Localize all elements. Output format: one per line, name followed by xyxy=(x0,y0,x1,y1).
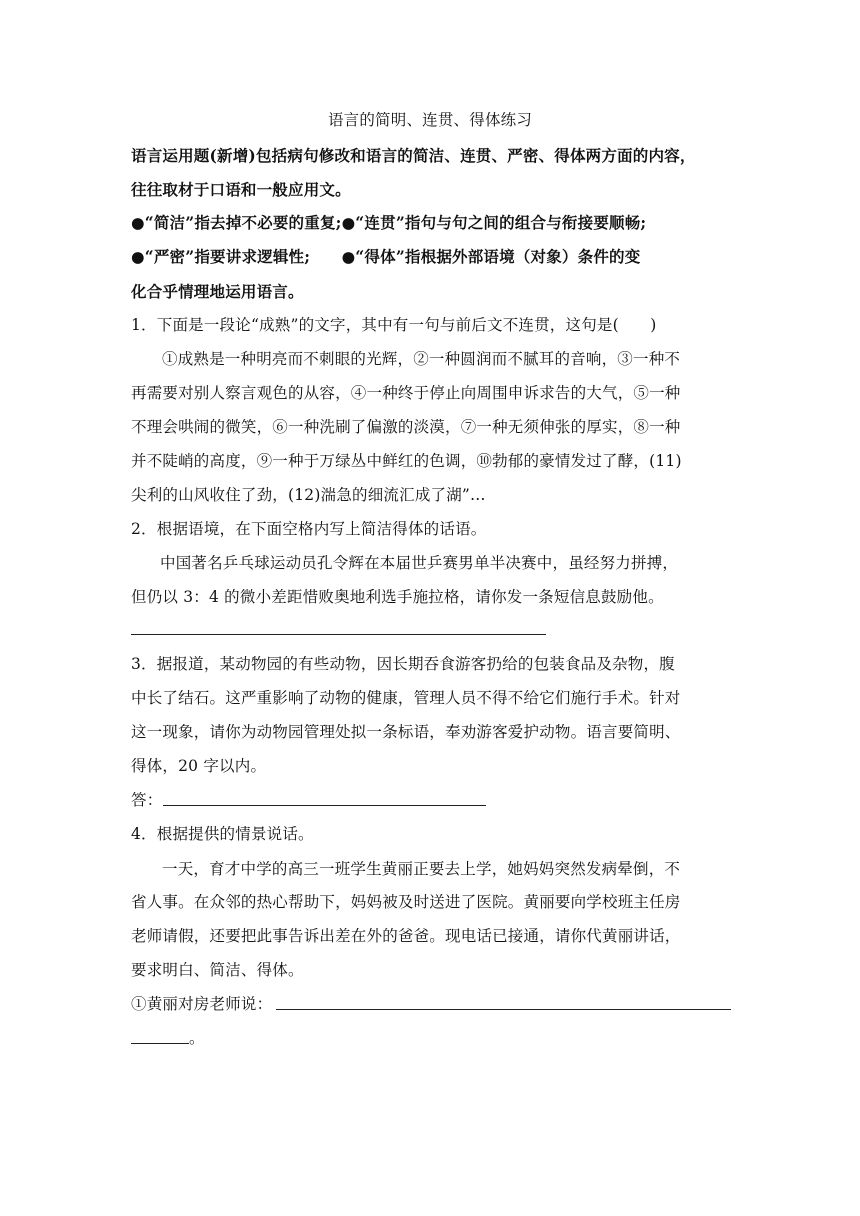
q1-passage-line: 不理会哄闹的微笑，⑥一种洗刷了偏激的淡漠，⑦一种无须伸张的厚实，⑧一种 xyxy=(131,418,681,436)
page-title: 语言的简明、连贯、得体练习 xyxy=(327,111,533,129)
intro-line-1: 语言运用题(新增)包括病句修改和语言的简洁、连贯、严密、得体两方面的内容， xyxy=(131,146,696,165)
q2-passage-line: 但仍以 3：4 的微小差距惜败奥地利选手施拉格，请你发一条短信息鼓励他。 xyxy=(131,588,664,606)
intro-line-5: 化合乎情理地运用语言。 xyxy=(131,282,304,301)
q1-passage-line: ①成熟是一种明亮而不刺眼的光辉，②一种圆润而不腻耳的音响，③一种不 xyxy=(162,350,681,368)
q3-answer-label: 答： xyxy=(131,791,163,809)
q2-passage-line: 中国著名乒乓球运动员孔令辉在本届世乒赛男单半决赛中，虽经努力拼搏， xyxy=(160,554,679,572)
q4-sub1-blank[interactable] xyxy=(276,1009,731,1010)
q1-passage-line: 再需要对别人察言观色的从容，④一种终于停止向周围申诉求告的大气，⑤一种 xyxy=(131,384,681,402)
intro-line-2: 往往取材于口语和一般应用文。 xyxy=(131,180,351,199)
q4-passage-line: 一天，育才中学的高三一班学生黄丽正要去上学，她妈妈突然发病晕倒，不 xyxy=(162,860,681,878)
q3-answer-blank[interactable] xyxy=(163,805,486,806)
q4-sub1-blank-continued[interactable] xyxy=(131,1043,189,1044)
q4-sub1-label: ①黄丽对房老师说： xyxy=(131,995,273,1013)
q4-passage-line: 要求明白、简洁、得体。 xyxy=(131,961,304,979)
q2-answer-blank[interactable] xyxy=(131,634,546,635)
q3-line: 得体，20 字以内。 xyxy=(131,757,267,775)
q4-passage-line: 老师请假，还要把此事告诉出差在外的爸爸。现电话已接通，请你代黄丽讲话， xyxy=(131,927,681,945)
q1-passage-line: 尖利的山风收住了劲，(12)湍急的细流汇成了湖”… xyxy=(131,486,486,504)
q4-sub1-end: 。 xyxy=(189,1029,205,1047)
q1-stem: 1．下面是一段论“成熟”的文字，其中有一句与前后文不连贯，这句是( ) xyxy=(131,316,657,334)
intro-line-3: ●“简洁”指去掉不必要的重复;●“连贯”指句与句之间的组合与衔接要顺畅; xyxy=(131,213,647,232)
intro-line-4: ●“严密”指要讲求逻辑性; ●“得体”指根据外部语境（对象）条件的变 xyxy=(131,247,641,266)
q4-passage-line: 省人事。在众邻的热心帮助下，妈妈被及时送进了医院。黄丽要向学校班主任房 xyxy=(131,893,681,911)
q1-passage-line: 并不陡峭的高度，⑨一种于万绿丛中鲜红的色调，⑩勃郁的豪情发过了酵，(11) xyxy=(131,452,682,470)
q4-stem: 4．根据提供的情景说话。 xyxy=(131,825,314,843)
q3-line: 3．据报道，某动物园的有些动物，因长期吞食游客扔给的包装食品及杂物，腹 xyxy=(131,655,675,673)
q3-line: 这一现象，请你为动物园管理处拟一条标语，奉劝游客爱护动物。语言要简明、 xyxy=(131,723,681,741)
q2-stem: 2．根据语境，在下面空格内写上简洁得体的话语。 xyxy=(131,520,487,538)
q3-line: 中长了结石。这严重影响了动物的健康，管理人员不得不给它们施行手术。针对 xyxy=(131,689,681,707)
